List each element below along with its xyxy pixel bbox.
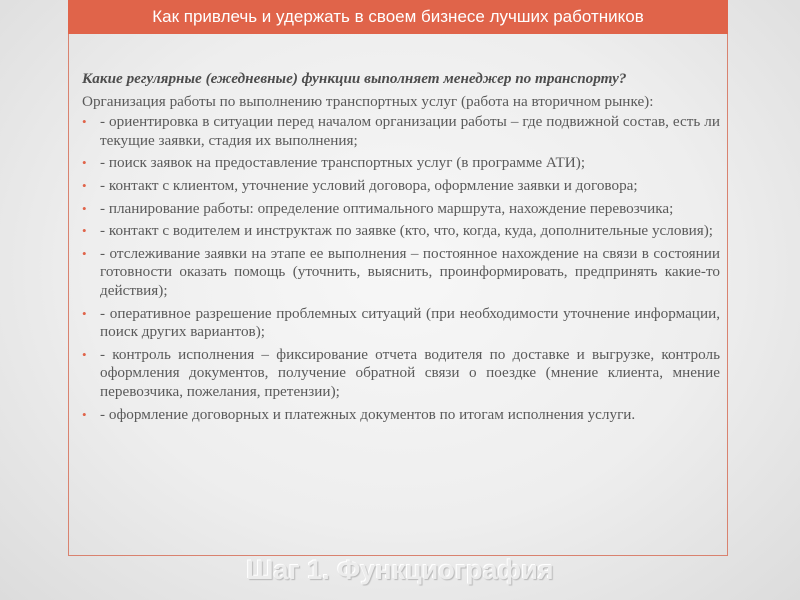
list-item-text: - оперативное разрешение проблемных ситуаций (при необходимости уточнение информации, поиск других вариантов);	[100, 304, 720, 341]
list-item	[76, 245, 720, 301]
function-list	[76, 113, 720, 424]
list-item	[76, 346, 720, 402]
bullet-dot-icon: •	[82, 346, 87, 362]
list-item-text: - отслеживание заявки на этапе ее выполнения – постоянное нахождение на связи в состоянии готовности оказать помощь (уточнить, выяснить, проинформировать, предпринять какие-то действия);	[100, 244, 720, 299]
list-item	[76, 200, 720, 219]
question-text: Какие регулярные (ежедневные) функции выполняет менеджер по транспорту?	[82, 70, 627, 87]
bullet-dot-icon: •	[82, 245, 87, 261]
slide-footer-title: Шаг 1. Функциография	[246, 555, 554, 585]
slide-content	[76, 70, 720, 428]
list-item	[76, 177, 720, 196]
list-item-text: - контакт с клиентом, уточнение условий договора, оформление заявки и договора;	[100, 176, 638, 194]
list-item	[76, 222, 720, 241]
list-item-text: - оформление договорных и платежных документов по итогам исполнения услуги.	[100, 405, 636, 423]
bullet-dot-icon: •	[82, 406, 87, 422]
bullet-dot-icon: •	[82, 223, 87, 239]
list-item	[76, 154, 720, 173]
list-item-text: - контакт с водителем и инструктаж по заявке (кто, что, когда, куда, дополнительные условия);	[100, 222, 714, 240]
list-item-text: - контроль исполнения – фиксирование отчета водителя по доставке и выгрузке, контроль оформления документов, получение обратной связи о поездке (мнение клиента, мнение перевозчика, пожелания, претензии);	[100, 345, 720, 400]
list-item-text: - ориентировка в ситуации перед началом организации работы – где подвижной состав, есть ли текущие заявки, стадия их выполнения;	[100, 113, 720, 149]
intro-text: Организация работы по выполнению транспортных услуг (работа на вторичном рынке):	[82, 92, 654, 110]
list-item-text: - поиск заявок на предоставление транспортных услуг (в программе АТИ);	[100, 154, 586, 172]
slide-title: Как привлечь и удержать в своем бизнесе лучших работников	[152, 7, 644, 26]
list-item-text: - планирование работы: определение оптимального маршрута, нахождение перевозчика;	[100, 199, 674, 217]
bullet-dot-icon: •	[82, 114, 87, 130]
list-item	[76, 113, 720, 150]
bullet-dot-icon: •	[82, 305, 87, 321]
slide-header	[68, 0, 728, 34]
bullet-dot-icon: •	[82, 177, 87, 193]
bullet-dot-icon: •	[82, 155, 87, 171]
bullet-dot-icon: •	[82, 200, 87, 216]
list-item	[76, 305, 720, 342]
list-item	[76, 406, 720, 425]
